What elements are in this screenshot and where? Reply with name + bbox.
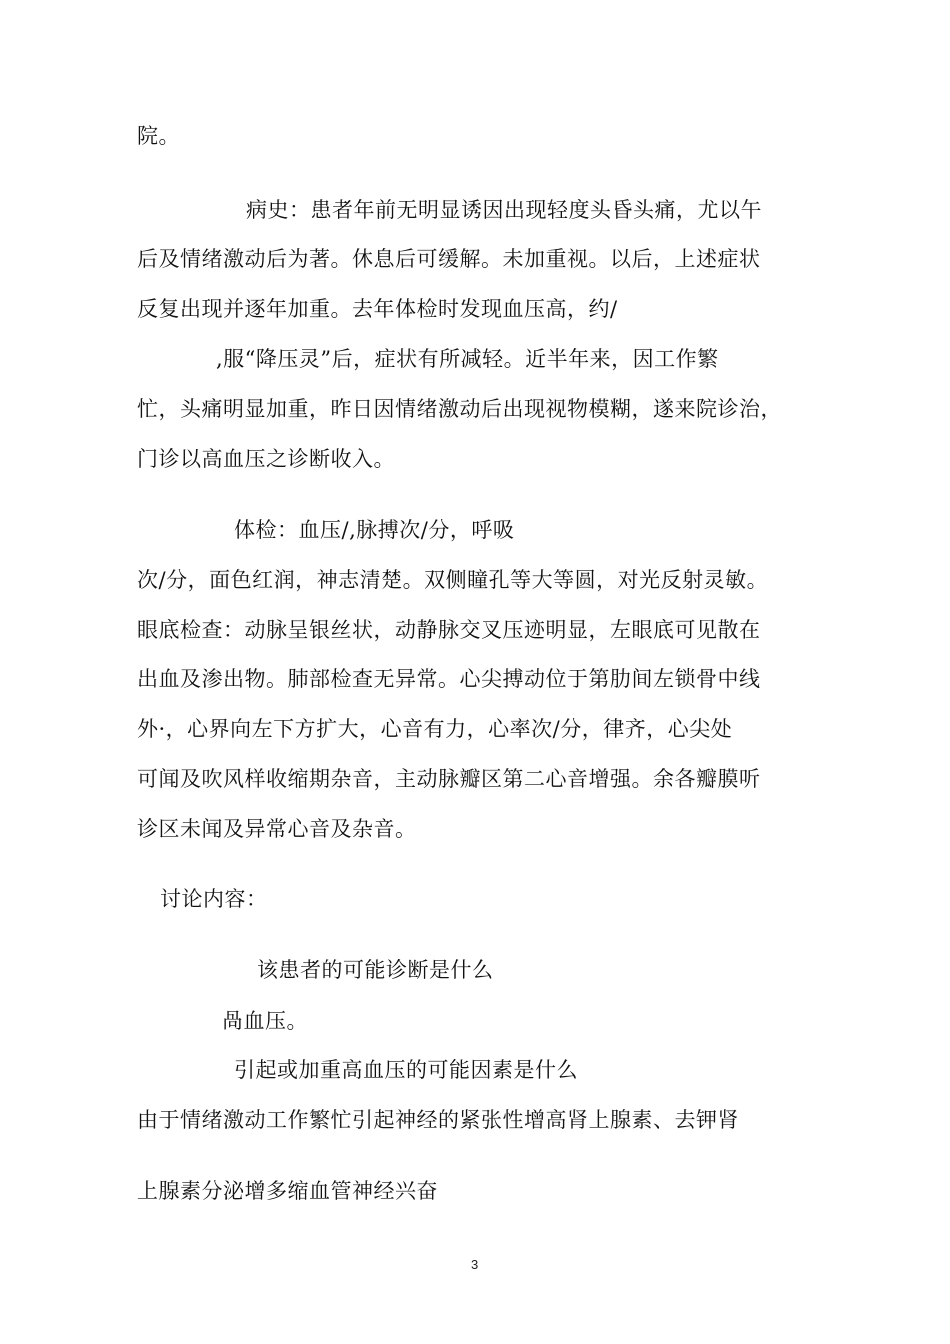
answer-1: 咼血压。 (222, 1009, 308, 1033)
exam-paragraph-line-6: 可闻及吹风样收缩期杂音，主动脉瓣区第二心音增强。余各瓣膜听 (137, 767, 761, 791)
question-1: 该患者的可能诊断是什么 (257, 958, 494, 982)
exam-paragraph-line-2: 次/分，面色红润，神志清楚。双侧瞳孔等大等圆，对光反射灵敏。 (137, 568, 769, 592)
history-paragraph-line-6: 门诊以高血压之诊断收入。 (137, 447, 395, 471)
discussion-heading: 讨论内容： (160, 887, 268, 911)
exam-paragraph-line-1: 体检：血压/,脉搏次/分，呼吸 (234, 518, 515, 542)
exam-paragraph-line-5: 外·，心界向左下方扩大，心音有力，心率次/分，律齐，心尖处 (137, 717, 733, 741)
answer-2-line-2: 上腺素分泌增多缩血管神经兴奋 (137, 1179, 438, 1203)
question-2: 引起或加重高血压的可能因素是什么 (234, 1058, 578, 1082)
exam-paragraph-line-4: 出血及渗出物。肺部检查无异常。心尖搏动位于第肋间左锁骨中线 (137, 667, 761, 691)
history-paragraph-line-3: 反复出现并逐年加重。去年体检时发现血压高，约/ (137, 297, 618, 321)
history-paragraph-line-4: ,服“降压灵”后，症状有所减轻。近半年来，因工作繁 (216, 347, 719, 371)
history-paragraph-line-1: 病史：患者年前无明显诱因出现轻度头昏头痛，尤以午 (246, 198, 762, 222)
answer-2-line-1: 由于情绪激动工作繁忙引起神经的紧张性增高肾上腺素、去钾肾 (137, 1108, 739, 1132)
exam-paragraph-line-3: 眼底检查：动脉呈银丝状，动静脉交叉压迹明显，左眼底可见散在 (137, 618, 761, 642)
history-paragraph-line-5: 忙，头痛明显加重，昨日因情绪激动后出现视物模糊，遂来院诊治， (137, 397, 782, 421)
history-paragraph-line-2: 后及情绪激动后为著。休息后可缓解。未加重视。以后，上述症状 (137, 247, 761, 271)
text-line-1: 院。 (137, 124, 180, 148)
page-number: 3 (471, 1257, 479, 1272)
exam-paragraph-line-7: 诊区未闻及异常心音及杂音。 (137, 817, 417, 841)
